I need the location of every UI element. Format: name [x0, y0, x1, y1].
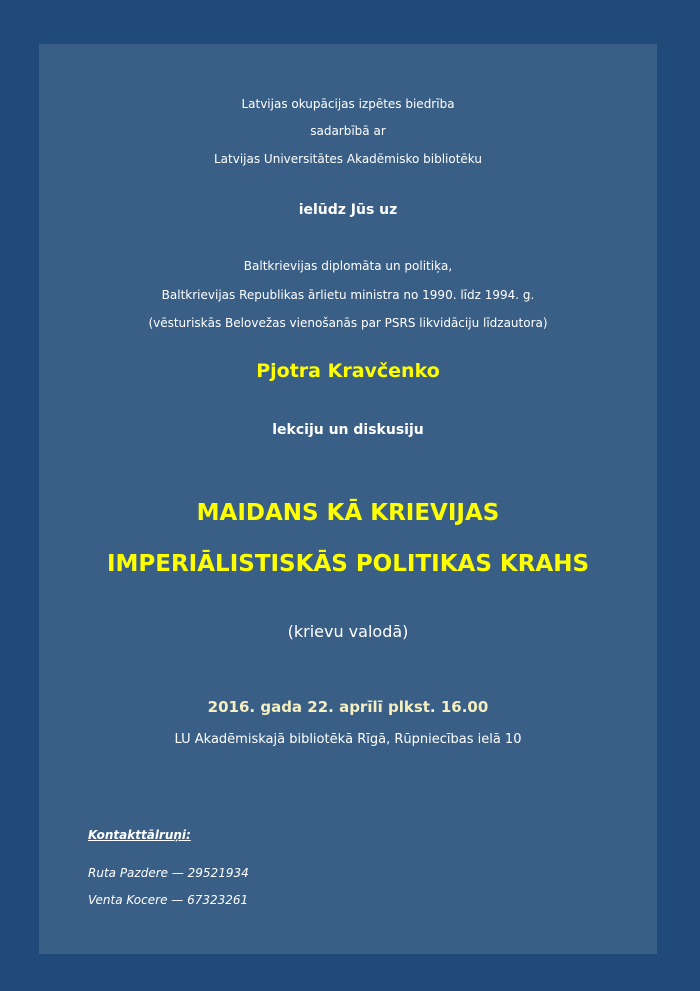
organizer-line-3: Latvijas Universitātes Akadēmisko bibliotēku	[214, 152, 482, 166]
title-line-2: IMPERIĀLISTISKĀS POLITIKAS KRAHS	[106, 551, 590, 577]
poster	[39, 44, 657, 954]
speaker-desc-3: (vēsturiskās Belovežas vienošanās par PSRS likvidāciju līdzautora)	[148, 316, 548, 330]
contacts-heading: Kontakttālruņi:	[88, 828, 191, 842]
event-venue: LU Akadēmiskajā bibliotēkā Rīgā, Rūpniecības ielā 10	[174, 732, 522, 747]
contact-venta-kocere: Venta Kocere — 67323261	[88, 893, 249, 907]
organizer-line-2: sadarbībā ar	[310, 124, 386, 138]
event-datetime: 2016. gada 22. aprīlī plkst. 16.00	[207, 698, 489, 716]
title-line-1: MAIDANS KĀ KRIEVIJAS	[196, 500, 500, 526]
speaker-desc-1: Baltkrievijas diplomāta un politiķa,	[243, 259, 453, 273]
language-note: (krievu valodā)	[287, 622, 409, 641]
contact-ruta-pazdere: Ruta Pazdere — 29521934	[88, 866, 249, 880]
organizer-line-1: Latvijas okupācijas izpētes biedrība	[241, 97, 455, 111]
speaker-name: Pjotra Kravčenko	[256, 360, 440, 382]
invite-text: ielūdz Jūs uz	[298, 202, 398, 218]
event-type: lekciju un diskusiju	[272, 422, 424, 438]
speaker-desc-2: Baltkrievijas Republikas ārlietu ministra no 1990. līdz 1994. g.	[161, 288, 535, 302]
